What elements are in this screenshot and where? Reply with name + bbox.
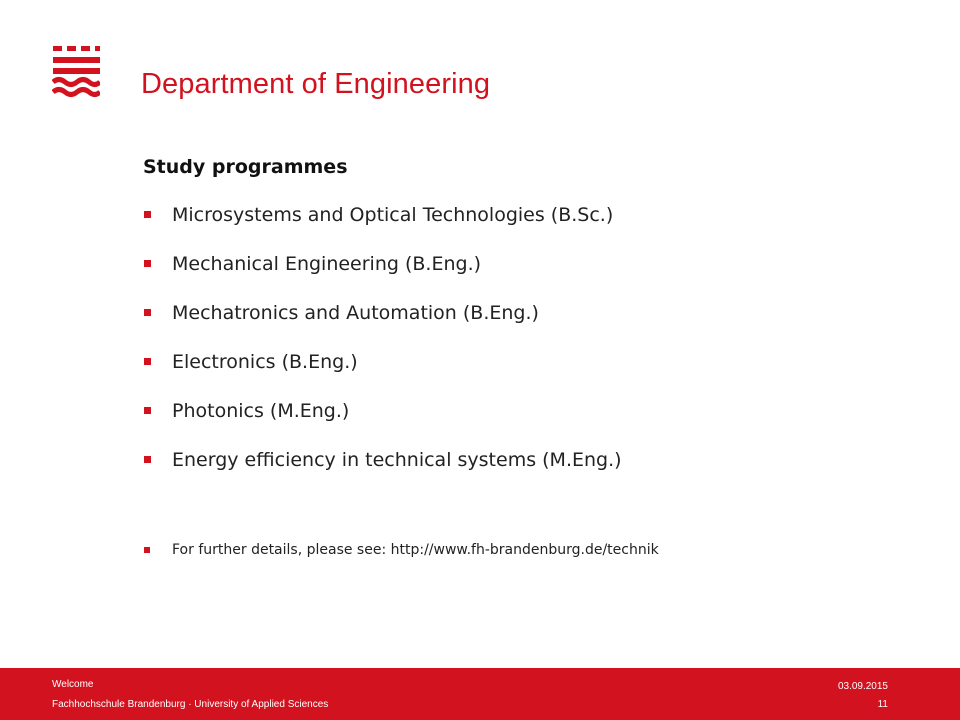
programme-label: Electronics (B.Eng.)	[172, 351, 358, 373]
section-subheading: Study programmes	[143, 156, 348, 178]
programme-list	[143, 203, 923, 472]
square-bullet-icon	[144, 260, 151, 267]
list-item	[143, 252, 923, 276]
programme-label: Mechatronics and Automation (B.Eng.)	[172, 302, 539, 324]
square-bullet-icon	[144, 358, 151, 365]
details-note	[143, 540, 923, 560]
square-bullet-icon	[144, 309, 151, 316]
page-number: 11	[877, 699, 888, 710]
programme-label: Mechanical Engineering (B.Eng.)	[172, 253, 482, 275]
slide-content	[143, 152, 923, 560]
square-bullet-icon	[144, 407, 151, 414]
programme-label: Microsystems and Optical Technologies (B.Sc.)	[172, 204, 614, 226]
page-title: Department of Engineering	[141, 68, 491, 100]
square-bullet-icon	[144, 211, 151, 218]
list-item	[143, 448, 923, 472]
footer-section-label: Welcome	[52, 679, 94, 690]
list-item	[143, 203, 923, 227]
square-bullet-icon	[144, 456, 151, 463]
city-emblem-icon	[52, 46, 100, 98]
programme-label: Energy efficiency in technical systems (M.Eng.)	[172, 449, 622, 471]
list-item	[143, 350, 923, 374]
footer-organization: Fachhochschule Brandenburg · University of Applied Sciences	[52, 699, 329, 710]
programme-label: Photonics (M.Eng.)	[172, 400, 350, 422]
square-bullet-icon	[144, 547, 150, 553]
list-item	[143, 301, 923, 325]
footer-bar	[0, 668, 960, 720]
list-item	[143, 399, 923, 423]
details-text: For further details, please see: http://www.fh-brandenburg.de/technik	[172, 542, 659, 558]
footer-date: 03.09.2015	[837, 681, 888, 692]
